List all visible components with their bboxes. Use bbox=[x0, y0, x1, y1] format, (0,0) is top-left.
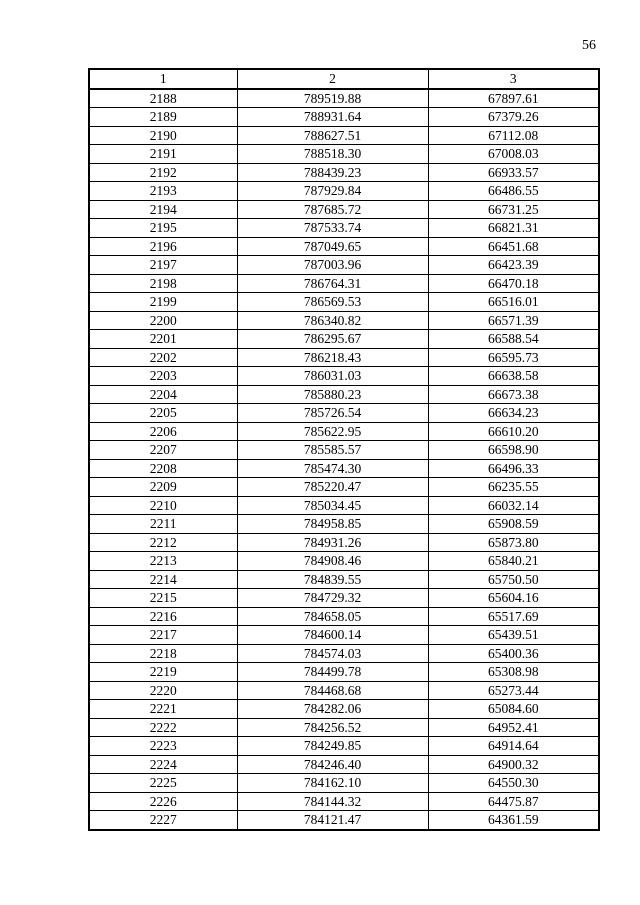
table-cell: 2222 bbox=[89, 718, 237, 737]
table-cell: 65308.98 bbox=[428, 663, 599, 682]
table-row bbox=[89, 145, 599, 164]
table-cell: 64914.64 bbox=[428, 737, 599, 756]
table-row bbox=[89, 311, 599, 330]
table-cell: 785622.95 bbox=[237, 422, 428, 441]
table-cell: 788518.30 bbox=[237, 145, 428, 164]
table-cell: 64900.32 bbox=[428, 755, 599, 774]
table-cell: 66588.54 bbox=[428, 330, 599, 349]
table-row bbox=[89, 570, 599, 589]
table-row bbox=[89, 256, 599, 275]
table-row bbox=[89, 478, 599, 497]
table-cell: 66638.58 bbox=[428, 367, 599, 386]
table-cell: 65840.21 bbox=[428, 552, 599, 571]
table-row bbox=[89, 126, 599, 145]
table-cell: 66598.90 bbox=[428, 441, 599, 460]
table-cell: 66470.18 bbox=[428, 274, 599, 293]
table-cell: 66516.01 bbox=[428, 293, 599, 312]
table-cell: 2196 bbox=[89, 237, 237, 256]
table-cell: 2195 bbox=[89, 219, 237, 238]
table-cell: 2213 bbox=[89, 552, 237, 571]
table-cell: 2209 bbox=[89, 478, 237, 497]
table-row bbox=[89, 404, 599, 423]
table-cell: 2218 bbox=[89, 644, 237, 663]
table-cell: 64361.59 bbox=[428, 811, 599, 830]
table-cell: 2221 bbox=[89, 700, 237, 719]
table-cell: 784499.78 bbox=[237, 663, 428, 682]
table-cell: 2188 bbox=[89, 89, 237, 108]
table-row bbox=[89, 200, 599, 219]
table-row bbox=[89, 644, 599, 663]
table-cell: 66610.20 bbox=[428, 422, 599, 441]
table-cell: 2204 bbox=[89, 385, 237, 404]
table-cell: 784574.03 bbox=[237, 644, 428, 663]
table-cell: 2227 bbox=[89, 811, 237, 830]
table-cell: 785034.45 bbox=[237, 496, 428, 515]
table-cell: 788931.64 bbox=[237, 108, 428, 127]
table-cell: 2199 bbox=[89, 293, 237, 312]
table-cell: 66821.31 bbox=[428, 219, 599, 238]
table-cell: 65604.16 bbox=[428, 589, 599, 608]
table-cell: 65084.60 bbox=[428, 700, 599, 719]
table-cell: 2217 bbox=[89, 626, 237, 645]
table-row bbox=[89, 348, 599, 367]
table-cell: 785880.23 bbox=[237, 385, 428, 404]
table-cell: 785220.47 bbox=[237, 478, 428, 497]
table-cell: 64952.41 bbox=[428, 718, 599, 737]
column-header: 3 bbox=[428, 69, 599, 89]
table-cell: 64475.87 bbox=[428, 792, 599, 811]
table-cell: 2220 bbox=[89, 681, 237, 700]
table-cell: 784600.14 bbox=[237, 626, 428, 645]
table-cell: 2194 bbox=[89, 200, 237, 219]
table-cell: 788627.51 bbox=[237, 126, 428, 145]
column-header: 2 bbox=[237, 69, 428, 89]
table-row bbox=[89, 496, 599, 515]
table-cell: 786340.82 bbox=[237, 311, 428, 330]
table-row bbox=[89, 422, 599, 441]
table-cell: 784256.52 bbox=[237, 718, 428, 737]
table-cell: 2225 bbox=[89, 774, 237, 793]
table-cell: 66731.25 bbox=[428, 200, 599, 219]
table-row bbox=[89, 700, 599, 719]
table-cell: 65750.50 bbox=[428, 570, 599, 589]
table-cell: 786295.67 bbox=[237, 330, 428, 349]
table-row bbox=[89, 182, 599, 201]
table-cell: 784958.85 bbox=[237, 515, 428, 534]
table-cell: 784729.32 bbox=[237, 589, 428, 608]
table-cell: 66235.55 bbox=[428, 478, 599, 497]
table-cell: 66595.73 bbox=[428, 348, 599, 367]
table-cell: 785474.30 bbox=[237, 459, 428, 478]
table-header-row bbox=[89, 69, 599, 89]
table-cell: 787929.84 bbox=[237, 182, 428, 201]
table-cell: 65908.59 bbox=[428, 515, 599, 534]
table-cell: 2212 bbox=[89, 533, 237, 552]
table-cell: 789519.88 bbox=[237, 89, 428, 108]
table-cell: 2205 bbox=[89, 404, 237, 423]
table-cell: 66486.55 bbox=[428, 182, 599, 201]
table-row bbox=[89, 552, 599, 571]
table-cell: 788439.23 bbox=[237, 163, 428, 182]
table-row bbox=[89, 367, 599, 386]
table-cell: 2211 bbox=[89, 515, 237, 534]
table-row bbox=[89, 718, 599, 737]
table-row bbox=[89, 607, 599, 626]
table-cell: 2216 bbox=[89, 607, 237, 626]
coordinates-table bbox=[88, 68, 600, 831]
table-cell: 65873.80 bbox=[428, 533, 599, 552]
page-number: 56 bbox=[582, 38, 596, 53]
table-cell: 67379.26 bbox=[428, 108, 599, 127]
table-body bbox=[89, 89, 599, 830]
table-cell: 2193 bbox=[89, 182, 237, 201]
table-cell: 2203 bbox=[89, 367, 237, 386]
table-row bbox=[89, 274, 599, 293]
table-cell: 66571.39 bbox=[428, 311, 599, 330]
table-cell: 66933.57 bbox=[428, 163, 599, 182]
table-cell: 66673.38 bbox=[428, 385, 599, 404]
table-row bbox=[89, 663, 599, 682]
table-cell: 787685.72 bbox=[237, 200, 428, 219]
table-cell: 65400.36 bbox=[428, 644, 599, 663]
table-cell: 2208 bbox=[89, 459, 237, 478]
table-row bbox=[89, 163, 599, 182]
table-row bbox=[89, 589, 599, 608]
table-cell: 786218.43 bbox=[237, 348, 428, 367]
table-cell: 2189 bbox=[89, 108, 237, 127]
table-row bbox=[89, 755, 599, 774]
table-cell: 784162.10 bbox=[237, 774, 428, 793]
table-cell: 785585.57 bbox=[237, 441, 428, 460]
table-cell: 66451.68 bbox=[428, 237, 599, 256]
table-cell: 2207 bbox=[89, 441, 237, 460]
table-row bbox=[89, 330, 599, 349]
table-cell: 784144.32 bbox=[237, 792, 428, 811]
table-row bbox=[89, 811, 599, 830]
table-cell: 66423.39 bbox=[428, 256, 599, 275]
table-cell: 2226 bbox=[89, 792, 237, 811]
table-cell: 2206 bbox=[89, 422, 237, 441]
table-cell: 2202 bbox=[89, 348, 237, 367]
table-cell: 66032.14 bbox=[428, 496, 599, 515]
table-row bbox=[89, 792, 599, 811]
table-cell: 784246.40 bbox=[237, 755, 428, 774]
table-cell: 2200 bbox=[89, 311, 237, 330]
table-row bbox=[89, 108, 599, 127]
table-row bbox=[89, 681, 599, 700]
table-row bbox=[89, 737, 599, 756]
table-cell: 787049.65 bbox=[237, 237, 428, 256]
table-cell: 786764.31 bbox=[237, 274, 428, 293]
table-cell: 67897.61 bbox=[428, 89, 599, 108]
table-row bbox=[89, 219, 599, 238]
table-cell: 65517.69 bbox=[428, 607, 599, 626]
table-row bbox=[89, 385, 599, 404]
column-header: 1 bbox=[89, 69, 237, 89]
table-cell: 67008.03 bbox=[428, 145, 599, 164]
table-cell: 2190 bbox=[89, 126, 237, 145]
table-cell: 784121.47 bbox=[237, 811, 428, 830]
table-row bbox=[89, 89, 599, 108]
table-cell: 784282.06 bbox=[237, 700, 428, 719]
table-row bbox=[89, 237, 599, 256]
table-cell: 784658.05 bbox=[237, 607, 428, 626]
table-cell: 66496.33 bbox=[428, 459, 599, 478]
table-cell: 787003.96 bbox=[237, 256, 428, 275]
table-cell: 2201 bbox=[89, 330, 237, 349]
table-cell: 2219 bbox=[89, 663, 237, 682]
table-cell: 2224 bbox=[89, 755, 237, 774]
table-cell: 784468.68 bbox=[237, 681, 428, 700]
table-cell: 2223 bbox=[89, 737, 237, 756]
table-cell: 67112.08 bbox=[428, 126, 599, 145]
table-cell: 2215 bbox=[89, 589, 237, 608]
table-row bbox=[89, 533, 599, 552]
table-cell: 66634.23 bbox=[428, 404, 599, 423]
table-row bbox=[89, 626, 599, 645]
table-cell: 784931.26 bbox=[237, 533, 428, 552]
table-row bbox=[89, 459, 599, 478]
table-cell: 65273.44 bbox=[428, 681, 599, 700]
table-cell: 64550.30 bbox=[428, 774, 599, 793]
table-cell: 2210 bbox=[89, 496, 237, 515]
table-cell: 786031.03 bbox=[237, 367, 428, 386]
table-cell: 784249.85 bbox=[237, 737, 428, 756]
table-row bbox=[89, 515, 599, 534]
table-cell: 2214 bbox=[89, 570, 237, 589]
table-row bbox=[89, 293, 599, 312]
table-cell: 787533.74 bbox=[237, 219, 428, 238]
table-cell: 2191 bbox=[89, 145, 237, 164]
table-cell: 784908.46 bbox=[237, 552, 428, 571]
table-cell: 2198 bbox=[89, 274, 237, 293]
table-cell: 65439.51 bbox=[428, 626, 599, 645]
table-row bbox=[89, 774, 599, 793]
table-cell: 786569.53 bbox=[237, 293, 428, 312]
table-cell: 2192 bbox=[89, 163, 237, 182]
table-cell: 785726.54 bbox=[237, 404, 428, 423]
table-cell: 2197 bbox=[89, 256, 237, 275]
table-cell: 784839.55 bbox=[237, 570, 428, 589]
table-row bbox=[89, 441, 599, 460]
